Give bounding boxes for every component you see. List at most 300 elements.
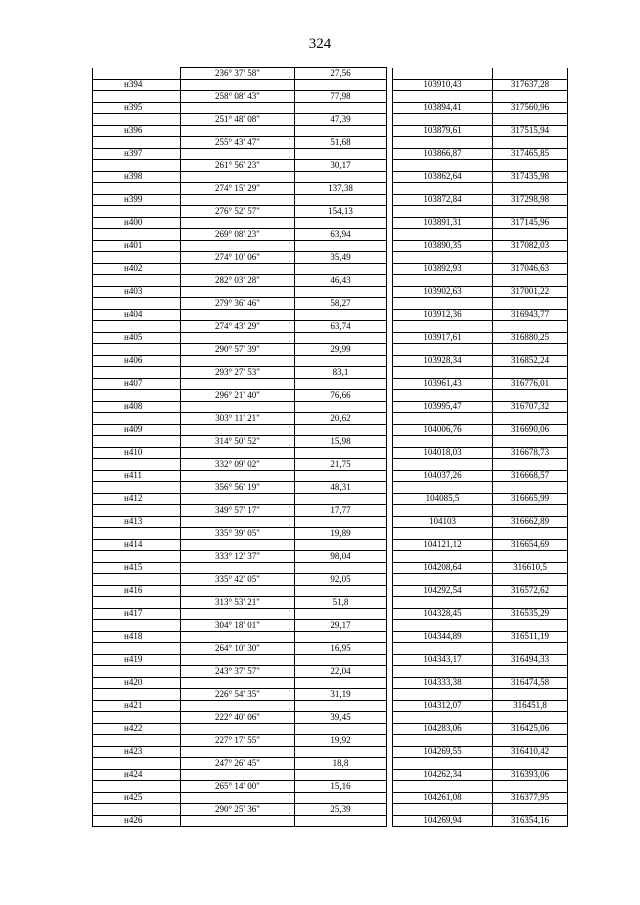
bearing-cell: 333° 12' 37"	[181, 551, 295, 563]
bearing-cell: 282° 03' 28"	[181, 275, 295, 287]
segment-row	[93, 68, 568, 80]
empty-cell	[181, 470, 295, 482]
empty-cell	[493, 436, 568, 448]
empty-cell	[295, 217, 387, 229]
empty-cell	[493, 735, 568, 747]
point-row	[93, 263, 568, 275]
point-row	[93, 700, 568, 712]
x-coordinate-cell: 103917,61	[393, 332, 493, 344]
empty-cell	[393, 758, 493, 770]
empty-cell	[295, 585, 387, 597]
empty-cell	[393, 91, 493, 103]
bearing-cell: 293° 27' 53"	[181, 367, 295, 379]
empty-cell	[393, 390, 493, 402]
empty-cell	[393, 574, 493, 586]
segment-row	[93, 275, 568, 287]
empty-cell	[93, 298, 181, 310]
empty-cell	[181, 608, 295, 620]
bearing-cell: 274° 43' 29"	[181, 321, 295, 333]
segment-row	[93, 666, 568, 678]
bearing-cell: 279° 36' 46"	[181, 298, 295, 310]
empty-cell	[181, 585, 295, 597]
empty-cell	[181, 447, 295, 459]
x-coordinate-cell: 103995,47	[393, 401, 493, 413]
point-name-cell: н413	[93, 516, 181, 528]
y-coordinate-cell: 316707,32	[493, 401, 568, 413]
point-row	[93, 723, 568, 735]
empty-cell	[295, 562, 387, 574]
bearing-cell: 227° 17' 55"	[181, 735, 295, 747]
empty-cell	[93, 275, 181, 287]
empty-cell	[295, 470, 387, 482]
segment-row	[93, 758, 568, 770]
point-name-cell: н402	[93, 263, 181, 275]
empty-cell	[181, 102, 295, 114]
point-row	[93, 677, 568, 689]
point-name-cell: н396	[93, 125, 181, 137]
x-coordinate-cell: 104283,06	[393, 723, 493, 735]
empty-cell	[181, 125, 295, 137]
y-coordinate-cell: 316354,16	[493, 815, 568, 827]
empty-cell	[393, 275, 493, 287]
empty-cell	[181, 539, 295, 551]
empty-cell	[181, 332, 295, 344]
segment-row	[93, 643, 568, 655]
y-coordinate-cell: 317082,03	[493, 240, 568, 252]
point-name-cell: н424	[93, 769, 181, 781]
point-name-cell: н409	[93, 424, 181, 436]
empty-cell	[393, 436, 493, 448]
empty-cell	[393, 68, 493, 80]
empty-cell	[181, 654, 295, 666]
empty-cell	[93, 574, 181, 586]
segment-row	[93, 137, 568, 149]
bearing-cell: 222° 40' 06"	[181, 712, 295, 724]
empty-cell	[393, 597, 493, 609]
empty-cell	[295, 746, 387, 758]
bearing-cell: 236° 37' 58"	[181, 68, 295, 80]
empty-cell	[295, 631, 387, 643]
y-coordinate-cell: 316668,57	[493, 470, 568, 482]
point-row	[93, 516, 568, 528]
x-coordinate-cell: 103961,43	[393, 378, 493, 390]
segment-row	[93, 689, 568, 701]
distance-cell: 63,94	[295, 229, 387, 241]
empty-cell	[295, 240, 387, 252]
empty-cell	[493, 160, 568, 172]
x-coordinate-cell: 104344,89	[393, 631, 493, 643]
distance-cell: 30,17	[295, 160, 387, 172]
empty-cell	[493, 114, 568, 126]
empty-cell	[493, 91, 568, 103]
empty-cell	[181, 309, 295, 321]
empty-cell	[393, 528, 493, 540]
x-coordinate-cell: 103890,35	[393, 240, 493, 252]
empty-cell	[93, 114, 181, 126]
point-row	[93, 102, 568, 114]
point-name-cell: н414	[93, 539, 181, 551]
distance-cell: 31,19	[295, 689, 387, 701]
distance-cell: 39,45	[295, 712, 387, 724]
empty-cell	[93, 735, 181, 747]
distance-cell: 27,56	[295, 68, 387, 80]
point-name-cell: н398	[93, 171, 181, 183]
empty-cell	[493, 68, 568, 80]
distance-cell: 20,62	[295, 413, 387, 425]
empty-cell	[295, 608, 387, 620]
empty-cell	[493, 459, 568, 471]
x-coordinate-cell: 104085,5	[393, 493, 493, 505]
point-row	[93, 631, 568, 643]
point-row	[93, 217, 568, 229]
bearing-cell: 303° 11' 21"	[181, 413, 295, 425]
segment-row	[93, 114, 568, 126]
empty-cell	[393, 252, 493, 264]
empty-cell	[393, 620, 493, 632]
empty-cell	[493, 551, 568, 563]
bearing-cell: 269° 08' 23"	[181, 229, 295, 241]
x-coordinate-cell: 104037,26	[393, 470, 493, 482]
empty-cell	[295, 700, 387, 712]
y-coordinate-cell: 316393,06	[493, 769, 568, 781]
y-coordinate-cell: 316690,06	[493, 424, 568, 436]
empty-cell	[393, 781, 493, 793]
empty-cell	[181, 562, 295, 574]
point-row	[93, 769, 568, 781]
empty-cell	[393, 666, 493, 678]
empty-cell	[181, 148, 295, 160]
segment-row	[93, 436, 568, 448]
empty-cell	[181, 240, 295, 252]
point-name-cell: н423	[93, 746, 181, 758]
empty-cell	[93, 390, 181, 402]
empty-cell	[295, 677, 387, 689]
bearing-cell: 265° 14' 00"	[181, 781, 295, 793]
empty-cell	[295, 125, 387, 137]
empty-cell	[93, 367, 181, 379]
empty-cell	[93, 252, 181, 264]
x-coordinate-cell: 104312,07	[393, 700, 493, 712]
empty-cell	[181, 286, 295, 298]
empty-cell	[295, 815, 387, 827]
point-name-cell: н395	[93, 102, 181, 114]
point-name-cell: н422	[93, 723, 181, 735]
point-row	[93, 194, 568, 206]
empty-cell	[93, 689, 181, 701]
point-name-cell: н419	[93, 654, 181, 666]
x-coordinate-cell: 104103	[393, 516, 493, 528]
empty-cell	[295, 378, 387, 390]
empty-cell	[295, 493, 387, 505]
empty-cell	[493, 413, 568, 425]
segment-row	[93, 574, 568, 586]
empty-cell	[295, 309, 387, 321]
point-name-cell: н416	[93, 585, 181, 597]
bearing-cell: 335° 42' 05"	[181, 574, 295, 586]
segment-row	[93, 597, 568, 609]
point-name-cell: н415	[93, 562, 181, 574]
bearing-cell: 332° 09' 02"	[181, 459, 295, 471]
empty-cell	[493, 206, 568, 218]
point-name-cell: н420	[93, 677, 181, 689]
distance-cell: 83,1	[295, 367, 387, 379]
point-row	[93, 286, 568, 298]
point-row	[93, 792, 568, 804]
bearing-cell: 261° 56' 23"	[181, 160, 295, 172]
distance-cell: 76,66	[295, 390, 387, 402]
point-name-cell: н404	[93, 309, 181, 321]
empty-cell	[393, 344, 493, 356]
y-coordinate-cell: 316852,24	[493, 355, 568, 367]
point-row	[93, 815, 568, 827]
point-row	[93, 585, 568, 597]
empty-cell	[93, 459, 181, 471]
empty-cell	[493, 275, 568, 287]
empty-cell	[493, 758, 568, 770]
empty-cell	[295, 263, 387, 275]
empty-cell	[493, 528, 568, 540]
bearing-cell: 274° 15' 29"	[181, 183, 295, 195]
empty-cell	[393, 712, 493, 724]
empty-cell	[93, 160, 181, 172]
point-row	[93, 309, 568, 321]
empty-cell	[181, 355, 295, 367]
empty-cell	[393, 160, 493, 172]
empty-cell	[393, 804, 493, 816]
x-coordinate-cell: 103866,87	[393, 148, 493, 160]
empty-cell	[493, 666, 568, 678]
point-name-cell: н421	[93, 700, 181, 712]
coordinates-table-body	[93, 68, 568, 827]
empty-cell	[93, 804, 181, 816]
page-number: 324	[308, 36, 332, 52]
distance-cell: 92,05	[295, 574, 387, 586]
empty-cell	[295, 447, 387, 459]
point-row	[93, 148, 568, 160]
distance-cell: 77,98	[295, 91, 387, 103]
y-coordinate-cell: 316425,06	[493, 723, 568, 735]
empty-cell	[393, 206, 493, 218]
y-coordinate-cell: 316678,73	[493, 447, 568, 459]
y-coordinate-cell: 316943,77	[493, 309, 568, 321]
segment-row	[93, 482, 568, 494]
x-coordinate-cell: 103928,34	[393, 355, 493, 367]
point-row	[93, 539, 568, 551]
empty-cell	[181, 631, 295, 643]
segment-row	[93, 620, 568, 632]
empty-cell	[181, 746, 295, 758]
bearing-cell: 335° 39' 05"	[181, 528, 295, 540]
distance-cell: 19,89	[295, 528, 387, 540]
empty-cell	[93, 505, 181, 517]
distance-cell: 15,16	[295, 781, 387, 793]
point-row	[93, 470, 568, 482]
point-name-cell: н401	[93, 240, 181, 252]
empty-cell	[181, 769, 295, 781]
empty-cell	[93, 321, 181, 333]
x-coordinate-cell: 104328,45	[393, 608, 493, 620]
empty-cell	[93, 620, 181, 632]
empty-cell	[295, 401, 387, 413]
segment-row	[93, 459, 568, 471]
empty-cell	[295, 286, 387, 298]
x-coordinate-cell: 104261,08	[393, 792, 493, 804]
empty-cell	[393, 689, 493, 701]
empty-cell	[181, 792, 295, 804]
empty-cell	[93, 643, 181, 655]
segment-row	[93, 735, 568, 747]
x-coordinate-cell: 104333,38	[393, 677, 493, 689]
point-name-cell: н407	[93, 378, 181, 390]
empty-cell	[493, 689, 568, 701]
empty-cell	[295, 769, 387, 781]
point-row	[93, 447, 568, 459]
distance-cell: 51,68	[295, 137, 387, 149]
distance-cell: 35,49	[295, 252, 387, 264]
y-coordinate-cell: 316410,42	[493, 746, 568, 758]
empty-cell	[393, 114, 493, 126]
segment-row	[93, 229, 568, 241]
empty-cell	[181, 378, 295, 390]
segment-row	[93, 344, 568, 356]
empty-cell	[93, 229, 181, 241]
empty-cell	[181, 263, 295, 275]
distance-cell: 21,75	[295, 459, 387, 471]
empty-cell	[93, 551, 181, 563]
segment-row	[93, 160, 568, 172]
y-coordinate-cell: 317046,63	[493, 263, 568, 275]
empty-cell	[295, 148, 387, 160]
distance-cell: 63,74	[295, 321, 387, 333]
point-name-cell: н405	[93, 332, 181, 344]
point-name-cell: н394	[93, 79, 181, 91]
empty-cell	[493, 183, 568, 195]
empty-cell	[93, 183, 181, 195]
empty-cell	[93, 413, 181, 425]
distance-cell: 19,92	[295, 735, 387, 747]
empty-cell	[295, 654, 387, 666]
empty-cell	[295, 102, 387, 114]
empty-cell	[393, 413, 493, 425]
y-coordinate-cell: 316654,69	[493, 539, 568, 551]
point-name-cell: н418	[93, 631, 181, 643]
bearing-cell: 243° 37' 57"	[181, 666, 295, 678]
x-coordinate-cell: 104269,55	[393, 746, 493, 758]
distance-cell: 47,39	[295, 114, 387, 126]
empty-cell	[181, 194, 295, 206]
x-coordinate-cell: 104262,34	[393, 769, 493, 781]
empty-cell	[93, 137, 181, 149]
point-row	[93, 355, 568, 367]
bearing-cell: 226° 54' 35"	[181, 689, 295, 701]
point-name-cell: н400	[93, 217, 181, 229]
bearing-cell: 264° 10' 30"	[181, 643, 295, 655]
empty-cell	[493, 344, 568, 356]
empty-cell	[393, 551, 493, 563]
empty-cell	[93, 666, 181, 678]
empty-cell	[93, 781, 181, 793]
y-coordinate-cell: 317001,22	[493, 286, 568, 298]
empty-cell	[93, 758, 181, 770]
bearing-cell: 356° 56' 19"	[181, 482, 295, 494]
distance-cell: 58,27	[295, 298, 387, 310]
empty-cell	[181, 493, 295, 505]
y-coordinate-cell: 316610,5	[493, 562, 568, 574]
x-coordinate-cell: 104343,17	[393, 654, 493, 666]
x-coordinate-cell: 104018,03	[393, 447, 493, 459]
point-name-cell: н425	[93, 792, 181, 804]
empty-cell	[295, 79, 387, 91]
empty-cell	[493, 643, 568, 655]
y-coordinate-cell: 316535,29	[493, 608, 568, 620]
distance-cell: 17,77	[295, 505, 387, 517]
y-coordinate-cell: 316665,99	[493, 493, 568, 505]
segment-row	[93, 804, 568, 816]
empty-cell	[493, 597, 568, 609]
x-coordinate-cell: 103894,41	[393, 102, 493, 114]
empty-cell	[93, 597, 181, 609]
point-name-cell: н406	[93, 355, 181, 367]
empty-cell	[93, 528, 181, 540]
empty-cell	[295, 424, 387, 436]
bearing-cell: 290° 57' 39"	[181, 344, 295, 356]
distance-cell: 29,99	[295, 344, 387, 356]
empty-cell	[493, 505, 568, 517]
point-name-cell: н417	[93, 608, 181, 620]
y-coordinate-cell: 316494,33	[493, 654, 568, 666]
bearing-cell: 247° 26' 45"	[181, 758, 295, 770]
distance-cell: 25,39	[295, 804, 387, 816]
segment-row	[93, 367, 568, 379]
empty-cell	[181, 723, 295, 735]
x-coordinate-cell: 104121,12	[393, 539, 493, 551]
point-row	[93, 493, 568, 505]
empty-cell	[493, 229, 568, 241]
empty-cell	[181, 79, 295, 91]
empty-cell	[93, 206, 181, 218]
empty-cell	[493, 252, 568, 264]
segment-row	[93, 206, 568, 218]
empty-cell	[93, 91, 181, 103]
empty-cell	[393, 183, 493, 195]
empty-cell	[393, 229, 493, 241]
empty-cell	[93, 344, 181, 356]
empty-cell	[295, 194, 387, 206]
point-row	[93, 171, 568, 183]
segment-row	[93, 390, 568, 402]
empty-cell	[493, 298, 568, 310]
x-coordinate-cell: 103872,84	[393, 194, 493, 206]
segment-row	[93, 551, 568, 563]
bearing-cell: 274° 10' 06"	[181, 252, 295, 264]
x-coordinate-cell: 103862,64	[393, 171, 493, 183]
empty-cell	[493, 482, 568, 494]
point-row	[93, 125, 568, 137]
distance-cell: 15,98	[295, 436, 387, 448]
empty-cell	[295, 171, 387, 183]
empty-cell	[393, 298, 493, 310]
point-name-cell: н399	[93, 194, 181, 206]
point-row	[93, 332, 568, 344]
empty-cell	[493, 712, 568, 724]
empty-cell	[181, 700, 295, 712]
empty-cell	[93, 482, 181, 494]
point-name-cell: н403	[93, 286, 181, 298]
y-coordinate-cell: 316451,8	[493, 700, 568, 712]
empty-cell	[493, 804, 568, 816]
distance-cell: 46,43	[295, 275, 387, 287]
y-coordinate-cell: 316474,58	[493, 677, 568, 689]
